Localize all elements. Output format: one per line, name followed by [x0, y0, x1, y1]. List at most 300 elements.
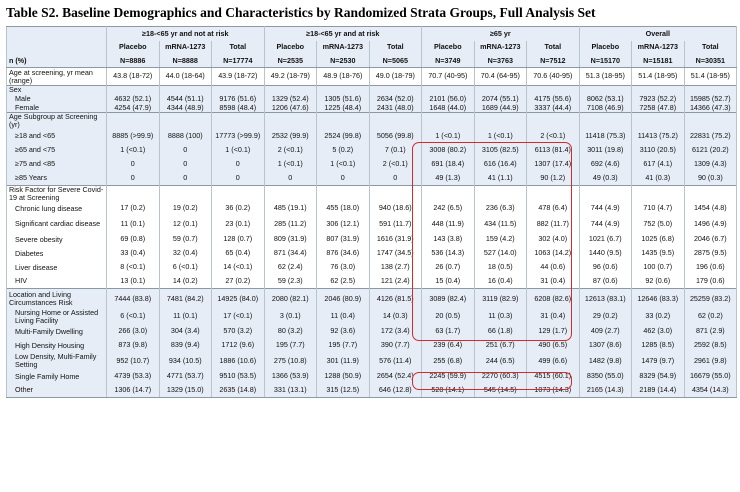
data-cell: 179 (0.6) — [684, 275, 737, 289]
arm-header: Placebo — [107, 41, 160, 55]
data-cell — [107, 86, 160, 95]
data-cell: 448 (11.9) — [422, 216, 475, 233]
data-cell — [369, 113, 422, 130]
data-cell — [212, 185, 265, 202]
n-value: N=8888 — [159, 55, 212, 68]
data-cell: 2635 (14.8) — [212, 384, 265, 398]
row-label: ≥65 and <75 — [7, 143, 107, 157]
data-cell — [474, 185, 527, 202]
arm-header: mRNA-1273 — [317, 41, 370, 55]
data-cell: 16679 (55.0) — [684, 370, 737, 384]
data-cell — [369, 185, 422, 202]
row-label: Risk Factor for Severe Covid-19 at Screening — [7, 185, 107, 202]
data-cell: 3110 (20.5) — [632, 143, 685, 157]
row-label: High Density Housing — [7, 339, 107, 353]
row-label: ≥75 and <85 — [7, 157, 107, 171]
data-cell: 390 (7.7) — [369, 339, 422, 353]
data-cell: 873 (9.8) — [107, 339, 160, 353]
data-cell: 691 (18.4) — [422, 157, 475, 171]
data-cell: 7 (0.1) — [369, 143, 422, 157]
data-cell — [107, 185, 160, 202]
data-cell: 1689 (44.9) — [474, 104, 527, 113]
data-cell: 1366 (53.9) — [264, 370, 317, 384]
data-cell: 1 (<0.1) — [474, 129, 527, 143]
data-cell: 1747 (34.5) — [369, 247, 422, 261]
data-cell: 434 (11.5) — [474, 216, 527, 233]
row-label: Low Density, Multi-Family Setting — [7, 353, 107, 370]
data-cell: 15985 (52.7) — [684, 95, 737, 104]
data-cell: 331 (13.1) — [264, 384, 317, 398]
arm-header: Placebo — [422, 41, 475, 55]
data-cell: 33 (0.4) — [107, 247, 160, 261]
data-cell: 26 (0.7) — [422, 261, 475, 275]
data-cell: 9176 (51.6) — [212, 95, 265, 104]
table-row — [7, 202, 737, 216]
data-cell: 12 (0.1) — [159, 216, 212, 233]
data-cell: 6 (<0.1) — [107, 309, 160, 325]
data-cell — [317, 86, 370, 95]
data-cell: 306 (12.1) — [317, 216, 370, 233]
data-cell: 1482 (9.8) — [579, 353, 632, 370]
data-cell — [107, 113, 160, 130]
data-cell — [684, 86, 737, 95]
group-header: ≥18-<65 yr and at risk — [264, 27, 422, 41]
data-cell: 172 (3.4) — [369, 325, 422, 339]
data-cell: 29 (0.2) — [579, 309, 632, 325]
data-cell: 128 (0.7) — [212, 233, 265, 247]
table-row — [7, 216, 737, 233]
n-row — [7, 55, 737, 68]
data-cell — [212, 86, 265, 95]
data-cell: 266 (3.0) — [107, 325, 160, 339]
data-cell: 871 (2.9) — [684, 325, 737, 339]
table-row — [7, 384, 737, 398]
row-label: Diabetes — [7, 247, 107, 261]
data-cell — [579, 185, 632, 202]
data-cell: 49 (0.3) — [579, 171, 632, 185]
data-cell: 2 (<0.1) — [264, 143, 317, 157]
data-cell: 31 (0.4) — [527, 309, 580, 325]
data-cell: 2 (<0.1) — [527, 129, 580, 143]
arm-header: mRNA-1273 — [159, 41, 212, 55]
data-cell: 0 — [317, 171, 370, 185]
data-cell: 244 (6.5) — [474, 353, 527, 370]
data-cell — [474, 113, 527, 130]
data-cell: 0 — [159, 143, 212, 157]
data-cell: 1 (<0.1) — [422, 129, 475, 143]
data-cell: 14 (<0.1) — [212, 261, 265, 275]
data-cell: 646 (12.8) — [369, 384, 422, 398]
data-cell: 4544 (51.1) — [159, 95, 212, 104]
data-cell: 3105 (82.5) — [474, 143, 527, 157]
n-value: N=5065 — [369, 55, 422, 68]
data-cell: 1225 (48.4) — [317, 104, 370, 113]
data-cell: 8329 (54.9) — [632, 370, 685, 384]
row-label: Location and Living Circumstances Risk — [7, 289, 107, 309]
data-cell: 2165 (14.3) — [579, 384, 632, 398]
data-cell — [264, 113, 317, 130]
data-cell: 1712 (9.6) — [212, 339, 265, 353]
table-row — [7, 157, 737, 171]
data-cell: 1435 (9.5) — [632, 247, 685, 261]
data-cell: 617 (4.1) — [632, 157, 685, 171]
data-cell: 1 (<0.1) — [317, 157, 370, 171]
data-cell: 3011 (19.8) — [579, 143, 632, 157]
row-label: Sex — [7, 86, 107, 95]
data-cell: 7108 (46.9) — [579, 104, 632, 113]
data-cell: 12646 (83.3) — [632, 289, 685, 309]
data-cell: 1206 (47.6) — [264, 104, 317, 113]
group-header: Overall — [579, 27, 737, 41]
data-cell: 66 (1.8) — [474, 325, 527, 339]
data-cell: 14 (0.3) — [369, 309, 422, 325]
table-row — [7, 247, 737, 261]
data-cell: 6121 (20.2) — [684, 143, 737, 157]
data-cell: 1 (<0.1) — [264, 157, 317, 171]
data-cell: 5056 (99.8) — [369, 129, 422, 143]
n-value: N=30351 — [684, 55, 737, 68]
data-cell: 882 (11.7) — [527, 216, 580, 233]
data-cell: 242 (6.5) — [422, 202, 475, 216]
n-value: N=2535 — [264, 55, 317, 68]
data-cell — [159, 86, 212, 95]
data-cell — [632, 86, 685, 95]
arm-header: Total — [527, 41, 580, 55]
data-cell: 616 (16.4) — [474, 157, 527, 171]
data-cell: 744 (4.9) — [579, 202, 632, 216]
n-value: N=2530 — [317, 55, 370, 68]
data-cell: 1440 (9.5) — [579, 247, 632, 261]
data-cell: 195 (7.7) — [317, 339, 370, 353]
data-cell: 4254 (47.9) — [107, 104, 160, 113]
data-cell: 70.6 (40-95) — [527, 68, 580, 86]
data-cell: 527 (14.0) — [474, 247, 527, 261]
data-cell: 4344 (48.9) — [159, 104, 212, 113]
data-cell: 48.9 (18-76) — [317, 68, 370, 86]
arm-header: Placebo — [579, 41, 632, 55]
data-cell: 4632 (52.1) — [107, 95, 160, 104]
table-row — [7, 113, 737, 130]
data-cell: 1288 (50.9) — [317, 370, 370, 384]
table-row — [7, 325, 737, 339]
data-cell: 8062 (53.1) — [579, 95, 632, 104]
data-cell: 59 (0.7) — [159, 233, 212, 247]
data-cell: 4771 (53.7) — [159, 370, 212, 384]
data-cell: 90 (1.2) — [527, 171, 580, 185]
data-cell: 2189 (14.4) — [632, 384, 685, 398]
data-cell: 2 (<0.1) — [369, 157, 422, 171]
data-cell: 92 (3.6) — [317, 325, 370, 339]
data-cell: 4175 (55.6) — [527, 95, 580, 104]
data-cell: 809 (31.9) — [264, 233, 317, 247]
data-cell: 1073 (14.3) — [527, 384, 580, 398]
n-value: N=15181 — [632, 55, 685, 68]
data-cell: 13 (0.1) — [107, 275, 160, 289]
data-cell: 17 (0.2) — [107, 202, 160, 216]
data-cell: 96 (0.6) — [579, 261, 632, 275]
data-cell — [527, 86, 580, 95]
data-cell: 11 (0.1) — [107, 216, 160, 233]
data-cell: 4354 (14.3) — [684, 384, 737, 398]
data-cell: 752 (5.0) — [632, 216, 685, 233]
data-cell: 3337 (44.4) — [527, 104, 580, 113]
data-cell: 1025 (6.8) — [632, 233, 685, 247]
data-cell: 490 (6.5) — [527, 339, 580, 353]
data-cell: 6208 (82.6) — [527, 289, 580, 309]
n-value: N=8886 — [107, 55, 160, 68]
data-cell: 2654 (52.4) — [369, 370, 422, 384]
data-cell: 2245 (59.9) — [422, 370, 475, 384]
data-cell: 275 (10.8) — [264, 353, 317, 370]
data-cell — [317, 113, 370, 130]
data-cell: 1306 (14.7) — [107, 384, 160, 398]
data-cell: 49.0 (18-79) — [369, 68, 422, 86]
data-cell — [632, 185, 685, 202]
data-cell: 251 (6.7) — [474, 339, 527, 353]
data-cell: 15 (0.4) — [422, 275, 475, 289]
row-label: ≥85 Years — [7, 171, 107, 185]
data-cell: 1309 (4.3) — [684, 157, 737, 171]
data-cell: 129 (1.7) — [527, 325, 580, 339]
data-cell: 1307 (17.4) — [527, 157, 580, 171]
row-label: Nursing Home or Assisted Living Facility — [7, 309, 107, 325]
table-row — [7, 261, 737, 275]
data-cell: 8888 (100) — [159, 129, 212, 143]
row-label: Other — [7, 384, 107, 398]
table-row — [7, 275, 737, 289]
data-cell: 4126 (81.5) — [369, 289, 422, 309]
data-cell: 20 (0.5) — [422, 309, 475, 325]
data-cell: 16 (0.4) — [474, 275, 527, 289]
data-cell: 2046 (80.9) — [317, 289, 370, 309]
data-cell: 87 (0.6) — [579, 275, 632, 289]
data-cell: 65 (0.4) — [212, 247, 265, 261]
data-cell: 7923 (52.2) — [632, 95, 685, 104]
arm-header: Total — [369, 41, 422, 55]
data-cell: 5 (0.2) — [317, 143, 370, 157]
row-label: Multi-Family Dwelling — [7, 325, 107, 339]
data-cell: 0 — [159, 171, 212, 185]
data-cell: 2101 (56.0) — [422, 95, 475, 104]
data-cell: 49 (1.3) — [422, 171, 475, 185]
data-cell: 44 (0.6) — [527, 261, 580, 275]
table-row — [7, 370, 737, 384]
data-cell: 2524 (99.8) — [317, 129, 370, 143]
data-cell: 69 (0.8) — [107, 233, 160, 247]
table-row — [7, 353, 737, 370]
data-cell: 14925 (84.0) — [212, 289, 265, 309]
data-cell: 62 (0.2) — [684, 309, 737, 325]
data-cell: 536 (14.3) — [422, 247, 475, 261]
data-cell: 409 (2.7) — [579, 325, 632, 339]
row-label: Severe obesity — [7, 233, 107, 247]
n-value: N=17774 — [212, 55, 265, 68]
data-cell: 14 (0.2) — [159, 275, 212, 289]
data-cell: 100 (0.7) — [632, 261, 685, 275]
data-cell: 485 (19.1) — [264, 202, 317, 216]
data-cell: 31 (0.4) — [527, 275, 580, 289]
data-cell: 0 — [212, 171, 265, 185]
data-cell: 18 (0.5) — [474, 261, 527, 275]
data-cell: 43.8 (18-72) — [107, 68, 160, 86]
data-cell: 19 (0.2) — [159, 202, 212, 216]
data-cell: 1329 (52.4) — [264, 95, 317, 104]
data-cell: 76 (3.0) — [317, 261, 370, 275]
data-cell: 710 (4.7) — [632, 202, 685, 216]
table-row — [7, 171, 737, 185]
data-cell: 14366 (47.3) — [684, 104, 737, 113]
n-value: N=3763 — [474, 55, 527, 68]
data-cell: 315 (12.5) — [317, 384, 370, 398]
data-cell: 1886 (10.6) — [212, 353, 265, 370]
data-cell: 8350 (55.0) — [579, 370, 632, 384]
data-cell: 0 — [107, 157, 160, 171]
data-cell: 2634 (52.0) — [369, 95, 422, 104]
data-cell: 92 (0.6) — [632, 275, 685, 289]
table-row — [7, 95, 737, 104]
n-value: N=7512 — [527, 55, 580, 68]
data-cell: 0 — [212, 157, 265, 171]
data-cell: 63 (1.7) — [422, 325, 475, 339]
data-cell: 59 (2.3) — [264, 275, 317, 289]
n-value: N=15170 — [579, 55, 632, 68]
arm-header-row — [7, 41, 737, 55]
table-row — [7, 309, 737, 325]
data-cell: 2875 (9.5) — [684, 247, 737, 261]
data-cell: 2080 (82.1) — [264, 289, 317, 309]
data-cell: 41 (1.1) — [474, 171, 527, 185]
data-cell: 11413 (75.2) — [632, 129, 685, 143]
data-cell: 0 — [159, 157, 212, 171]
row-label: Significant cardiac disease — [7, 216, 107, 233]
data-cell: 23 (0.1) — [212, 216, 265, 233]
data-cell: 545 (14.5) — [474, 384, 527, 398]
table-row — [7, 289, 737, 309]
data-cell — [159, 185, 212, 202]
data-cell: 8598 (48.4) — [212, 104, 265, 113]
data-cell: 90 (0.3) — [684, 171, 737, 185]
data-cell: 3008 (80.2) — [422, 143, 475, 157]
data-cell: 2431 (48.0) — [369, 104, 422, 113]
data-cell: 49.2 (18-79) — [264, 68, 317, 86]
group-header: ≥18-<65 yr and not at risk — [107, 27, 265, 41]
data-cell: 1454 (4.8) — [684, 202, 737, 216]
data-cell: 44.0 (18-64) — [159, 68, 212, 86]
data-cell: 478 (6.4) — [527, 202, 580, 216]
data-cell: 25259 (83.2) — [684, 289, 737, 309]
data-cell — [422, 185, 475, 202]
data-cell: 51.3 (18-95) — [579, 68, 632, 86]
data-cell — [684, 113, 737, 130]
data-cell: 7444 (83.8) — [107, 289, 160, 309]
table-row — [7, 86, 737, 95]
data-cell — [527, 113, 580, 130]
data-cell: 32 (0.4) — [159, 247, 212, 261]
data-cell — [264, 86, 317, 95]
data-cell: 62 (2.4) — [264, 261, 317, 275]
header-corner — [7, 27, 107, 41]
data-cell: 11 (0.1) — [159, 309, 212, 325]
data-cell: 51.4 (18-95) — [632, 68, 685, 86]
header-corner — [7, 41, 107, 55]
table-row — [7, 185, 737, 202]
data-cell: 17 (<0.1) — [212, 309, 265, 325]
row-label: Age Subgroup at Screening (yr) — [7, 113, 107, 130]
data-cell: 255 (6.8) — [422, 353, 475, 370]
data-cell: 2532 (99.9) — [264, 129, 317, 143]
data-cell: 301 (11.9) — [317, 353, 370, 370]
arm-header: mRNA-1273 — [632, 41, 685, 55]
data-cell: 0 — [369, 171, 422, 185]
data-cell: 839 (9.4) — [159, 339, 212, 353]
n-label: n (%) — [7, 55, 107, 68]
data-cell: 462 (3.0) — [632, 325, 685, 339]
data-cell: 1285 (8.5) — [632, 339, 685, 353]
data-cell: 27 (0.2) — [212, 275, 265, 289]
data-cell: 7481 (84.2) — [159, 289, 212, 309]
data-cell: 70.4 (64-95) — [474, 68, 527, 86]
data-cell: 591 (11.7) — [369, 216, 422, 233]
arm-header: mRNA-1273 — [474, 41, 527, 55]
data-cell: 1307 (8.6) — [579, 339, 632, 353]
data-cell — [579, 86, 632, 95]
data-cell: 121 (2.4) — [369, 275, 422, 289]
data-cell: 455 (18.0) — [317, 202, 370, 216]
data-cell: 196 (0.6) — [684, 261, 737, 275]
table-row — [7, 104, 737, 113]
data-cell: 744 (4.9) — [579, 216, 632, 233]
data-cell: 1021 (6.7) — [579, 233, 632, 247]
data-cell — [212, 113, 265, 130]
data-cell — [579, 113, 632, 130]
data-cell: 0 — [264, 171, 317, 185]
data-cell: 1496 (4.9) — [684, 216, 737, 233]
data-cell: 1 (<0.1) — [212, 143, 265, 157]
row-label: Female — [7, 104, 107, 113]
data-cell: 4515 (60.1) — [527, 370, 580, 384]
data-cell: 11 (0.3) — [474, 309, 527, 325]
data-cell: 6113 (81.4) — [527, 143, 580, 157]
data-cell: 70.7 (40-95) — [422, 68, 475, 86]
data-cell: 3119 (82.9) — [474, 289, 527, 309]
data-cell: 499 (6.6) — [527, 353, 580, 370]
data-cell: 41 (0.3) — [632, 171, 685, 185]
data-cell: 2592 (8.5) — [684, 339, 737, 353]
data-cell: 871 (34.4) — [264, 247, 317, 261]
data-cell: 7258 (47.8) — [632, 104, 685, 113]
data-cell: 1648 (44.0) — [422, 104, 475, 113]
arm-header: Total — [684, 41, 737, 55]
row-label: Chronic lung disease — [7, 202, 107, 216]
table-row — [7, 68, 737, 86]
row-label: ≥18 and <65 — [7, 129, 107, 143]
group-header-row — [7, 27, 737, 41]
data-cell: 1 (<0.1) — [107, 143, 160, 157]
data-cell: 12613 (83.1) — [579, 289, 632, 309]
data-cell: 236 (6.3) — [474, 202, 527, 216]
data-cell: 51.4 (18-95) — [684, 68, 737, 86]
data-cell: 62 (2.5) — [317, 275, 370, 289]
data-cell: 576 (11.4) — [369, 353, 422, 370]
data-cell: 1063 (14.2) — [527, 247, 580, 261]
data-cell: 952 (10.7) — [107, 353, 160, 370]
data-cell: 8 (<0.1) — [107, 261, 160, 275]
data-cell: 36 (0.2) — [212, 202, 265, 216]
data-cell — [264, 185, 317, 202]
data-cell: 80 (3.2) — [264, 325, 317, 339]
data-cell: 1329 (15.0) — [159, 384, 212, 398]
data-cell: 17773 (>99.9) — [212, 129, 265, 143]
